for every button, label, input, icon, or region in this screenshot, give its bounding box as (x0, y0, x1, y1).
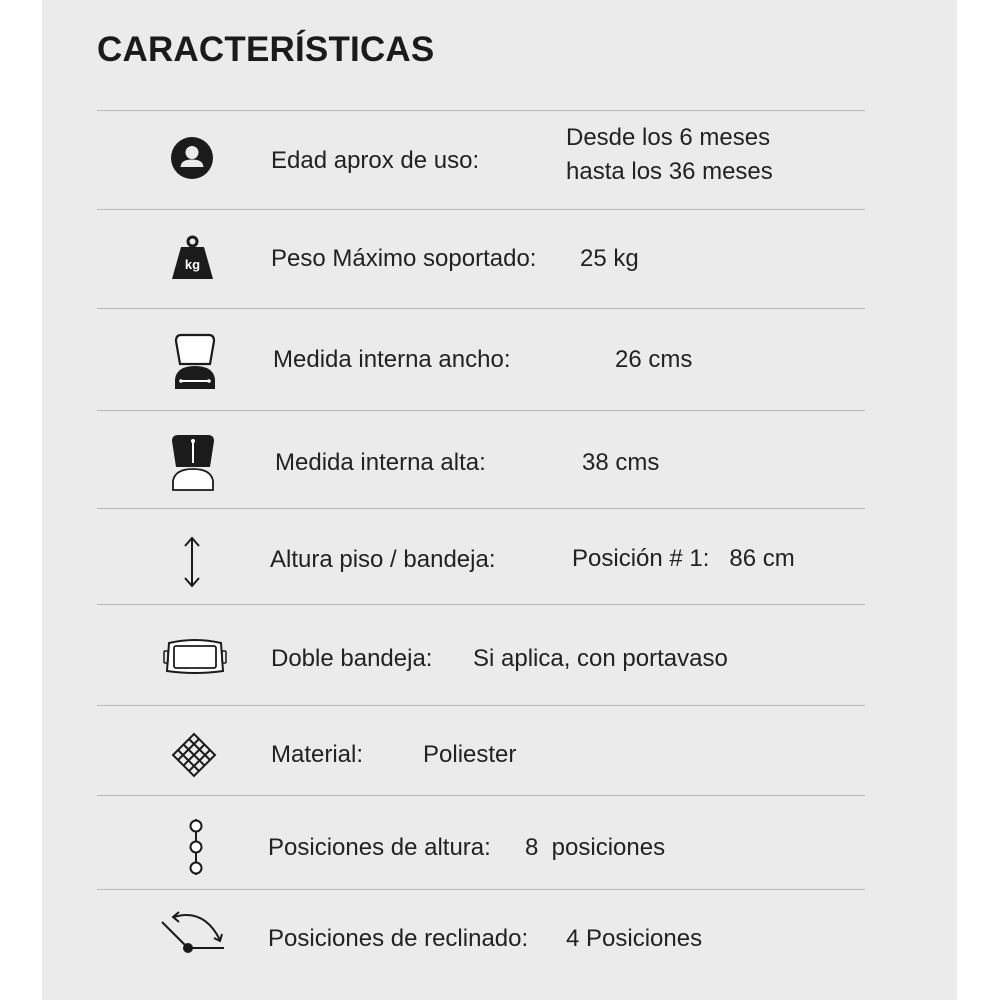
vertical-arrows-icon (181, 536, 203, 588)
seat-height-icon (170, 433, 216, 493)
row-divider (97, 889, 865, 890)
feature-label: Medida interna ancho: (273, 346, 511, 373)
svg-text:kg: kg (184, 257, 201, 272)
recline-icon (160, 910, 226, 956)
row-divider (97, 705, 865, 706)
feature-label: Doble bandeja: (271, 645, 433, 672)
row-divider (97, 410, 865, 411)
feature-label: Edad aprox de uso: (271, 147, 480, 174)
feature-value: Posición # 1: 86 cm (572, 545, 795, 572)
feature-label: Posiciones de altura: (268, 834, 491, 861)
height-positions-icon (185, 817, 207, 877)
feature-label: Peso Máximo soportado: (271, 245, 537, 272)
feature-value-line: Desde los 6 meses (566, 124, 771, 151)
woven-fabric-icon (171, 732, 217, 778)
feature-label: Altura piso / bandeja: (270, 546, 496, 573)
feature-value: 4 Posiciones (566, 925, 703, 952)
row-divider (97, 795, 865, 796)
feature-value: 26 cms (615, 346, 693, 373)
row-divider (97, 508, 865, 509)
feature-value (566, 121, 773, 189)
seat-width-icon (172, 332, 218, 392)
feature-label: Medida interna alta: (275, 449, 486, 476)
feature-value: Poliester (423, 741, 517, 768)
kg-weight-icon (170, 235, 215, 281)
feature-label: Posiciones de reclinado: (268, 925, 529, 952)
row-divider (97, 110, 865, 111)
feature-value-line: hasta los 36 meses (566, 158, 773, 185)
feature-label: Material: (271, 741, 364, 768)
row-divider (97, 604, 865, 605)
feature-value: 8 posiciones (525, 834, 666, 861)
feature-value: 25 kg (580, 245, 639, 272)
feature-value: 38 cms (582, 449, 660, 476)
page-title: CARACTERÍSTICAS (97, 30, 435, 69)
person-icon (170, 136, 214, 180)
row-divider (97, 308, 865, 309)
tray-icon (163, 633, 227, 677)
row-divider (97, 209, 865, 210)
feature-value: Si aplica, con portavaso (473, 645, 728, 672)
